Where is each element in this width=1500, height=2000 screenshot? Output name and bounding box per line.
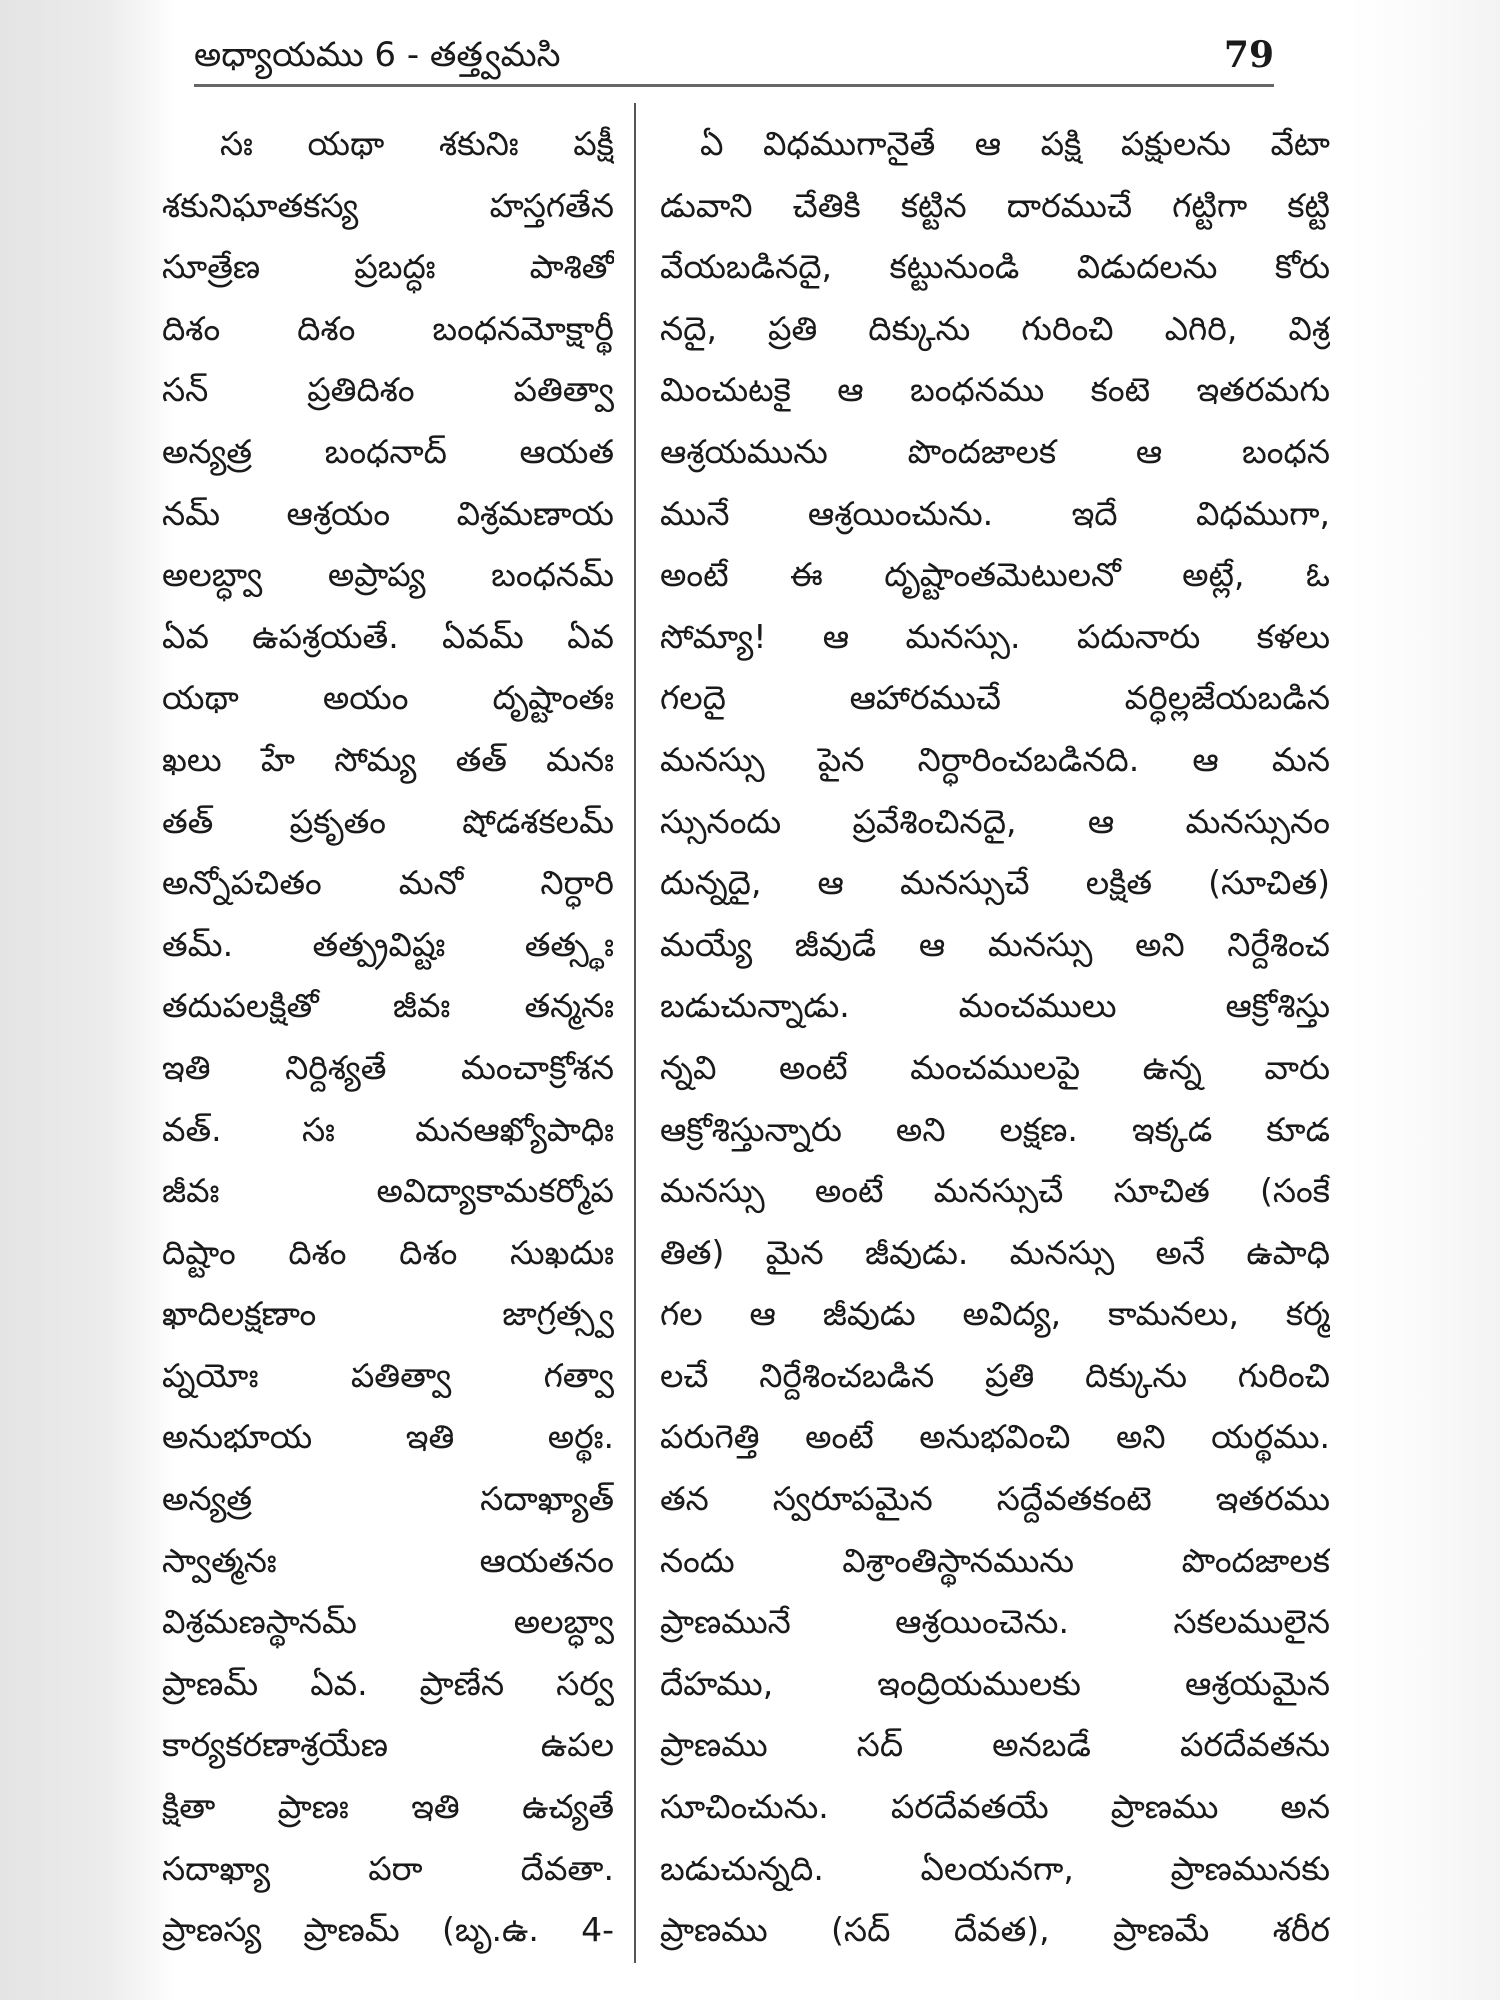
text-line: ప్రాణమునే ఆశ్రయించెను. సకలములైన (660, 1602, 1330, 1642)
text-line: గల ఆ జీవుడు అవిద్య, కామనలు, కర్మ (660, 1294, 1330, 1334)
text-line: అన్యత్ర బంధనాద్ ఆయత (162, 431, 614, 471)
text-line: స్సునందు ప్రవేశించినదై, ఆ మనస్సునం (660, 801, 1330, 841)
text-line: తిత) మైన జీవుడు. మనస్సు అనే ఉపాధి (660, 1232, 1330, 1272)
text-line: సూచించును. పరదేవతయే ప్రాణము అన (660, 1787, 1330, 1827)
text-line: దున్నదై, ఆ మనస్సుచే లక్షిత (సూచిత) (660, 863, 1330, 903)
text-line: ఏవ ఉపశ్రయతే. ఏవమ్ ఏవ (162, 616, 614, 656)
text-line: కార్యకరణాశ్రయేణ ఉపల (162, 1725, 614, 1765)
text-line: సన్ ప్రతిదిశం పతిత్వా (162, 370, 614, 410)
text-line: అన్యత్ర సదాఖ్యాత్ (162, 1479, 614, 1519)
text-line: నమ్ ఆశ్రయం విశ్రమణాయ (162, 493, 614, 533)
text-line: ఏ విధముగానైతే ఆ పక్షి పక్షులను వేటా (700, 124, 1330, 163)
text-line: సూత్రేణ ప్రబద్ధః పాశితో (162, 247, 614, 287)
running-header (194, 30, 1274, 80)
text-line: వేయబడినదై, కట్టునుండి విడుదలను కోరు (660, 247, 1330, 287)
text-line: నందు విశ్రాంతిస్థానమును పొందజాలక (660, 1540, 1330, 1580)
text-line: సః యథా శకునిః పక్షీ (220, 124, 614, 163)
text-line: బడుచున్నది. ఏలయనగా, ప్రాణమునకు (660, 1848, 1330, 1888)
text-line: మనస్సు పైన నిర్ధారించబడినది. ఆ మన (660, 739, 1330, 779)
chapter-title: అధ్యాయము 6 - తత్త్వమసి (194, 35, 561, 75)
text-line: అన్నోపచితం మనో నిర్ధారి (162, 863, 614, 903)
text-line: నదై, ప్రతి దిక్కును గురించి ఎగిరి, విశ్ర (660, 308, 1330, 348)
text-line: తత్ ప్రకృతం షోడశకలమ్ (162, 801, 614, 841)
text-line: గలదై ఆహారముచే వర్ధిల్లజేయబడిన (660, 678, 1330, 718)
text-line: తదుపలక్షితో జీవః తన్మనః (162, 986, 614, 1026)
text-line: న్నవి అంటే మంచములపై ఉన్న వారు (660, 1047, 1330, 1087)
text-line: దిశం దిశం బంధనమోక్షార్థీ (162, 308, 614, 348)
text-line: వత్. సః మనఆఖ్యోపాధిః (162, 1109, 614, 1149)
text-line: పరుగెత్తి అంటే అనుభవించి అని యర్థము. (660, 1417, 1330, 1457)
text-line: మయ్యే జీవుడే ఆ మనస్సు అని నిర్దేశించ (660, 924, 1330, 964)
sanskrit-column (162, 113, 614, 1961)
text-line: మించుటకై ఆ బంధనము కంటె ఇతరమగు (660, 370, 1330, 410)
text-line: యథా అయం దృష్టాంతః (162, 678, 614, 718)
text-line: సదాఖ్యా పరా దేవతా. (162, 1848, 614, 1888)
telugu-commentary-column (660, 113, 1330, 1961)
text-line: దేహము, ఇంద్రియములకు ఆశ్రయమైన (660, 1663, 1330, 1703)
text-line: ఖలు హే సోమ్య తత్ మనః (162, 739, 614, 779)
text-line: ప్రాణమ్ ఏవ. ప్రాణేన సర్వ (162, 1663, 614, 1703)
text-line: శకునిఘాతకస్య హస్తగతేన (162, 185, 614, 225)
text-line: తన స్వరూపమైన సద్దేవతకంటె ఇతరము (660, 1479, 1330, 1519)
column-divider (634, 103, 636, 1963)
text-line: ఇతి నిర్దిశ్యతే మంచాక్రోశన (162, 1047, 614, 1087)
text-line: లచే నిర్దేశించబడిన ప్రతి దిక్కును గురించి (660, 1355, 1330, 1395)
text-line: మనస్సు అంటే మనస్సుచే సూచిత (సంకే (660, 1171, 1330, 1211)
text-line: సోమ్యా! ఆ మనస్సు. పదునారు కళలు (660, 616, 1330, 656)
page-gutter-shadow (0, 0, 175, 2000)
text-line: స్వాత్మనః ఆయతనం (162, 1540, 614, 1580)
text-line: విశ్రమణస్థానమ్ అలబ్ధ్వా (162, 1602, 614, 1642)
text-line: అంటే ఈ దృష్టాంతమెటులనో అట్లే, ఓ (660, 555, 1330, 595)
text-line: ఆశ్రయమును పొందజాలక ఆ బంధన (660, 431, 1330, 471)
text-line: ప్రాణము (సద్ దేవత), ప్రాణమే శరీర (660, 1910, 1330, 1950)
text-line: అలబ్ధ్వా అప్రాప్య బంధనమ్ (162, 555, 614, 595)
text-line: బడుచున్నాడు. మంచములు ఆక్రోశిస్తు (660, 986, 1330, 1026)
page-edge-shadow (1350, 0, 1500, 2000)
text-line: ప్రాణము సద్ అనబడే పరదేవతను (660, 1725, 1330, 1765)
text-line: ఆక్రోశిస్తున్నారు అని లక్షణ. ఇక్కడ కూడ (660, 1109, 1330, 1149)
text-line: డువాని చేతికి కట్టిన దారముచే గట్టిగా కట్టి (660, 185, 1330, 225)
text-line: దిష్టాం దిశం దిశం సుఖదుః (162, 1232, 614, 1272)
text-line: ప్రాణస్య ప్రాణమ్ (బృ.ఉ. 4- (162, 1910, 614, 1950)
text-line: అనుభూయ ఇతి అర్థః. (162, 1417, 614, 1457)
text-line: మునే ఆశ్రయించును. ఇదే విధముగా, (660, 493, 1330, 533)
text-line: ప్నయోః పతిత్వా గత్వా (162, 1355, 614, 1395)
text-line: తమ్. తత్ప్రవిష్టః తత్స్థః (162, 924, 614, 964)
text-line: ఖాదిలక్షణాం జాగ్రత్స్వ (162, 1294, 614, 1334)
header-rule (194, 84, 1274, 87)
page-number: 79 (1223, 34, 1274, 76)
text-line: జీవః అవిద్యాకామకర్మోప (162, 1171, 614, 1211)
text-line: క్షితా ప్రాణః ఇతి ఉచ్యతే (162, 1787, 614, 1827)
